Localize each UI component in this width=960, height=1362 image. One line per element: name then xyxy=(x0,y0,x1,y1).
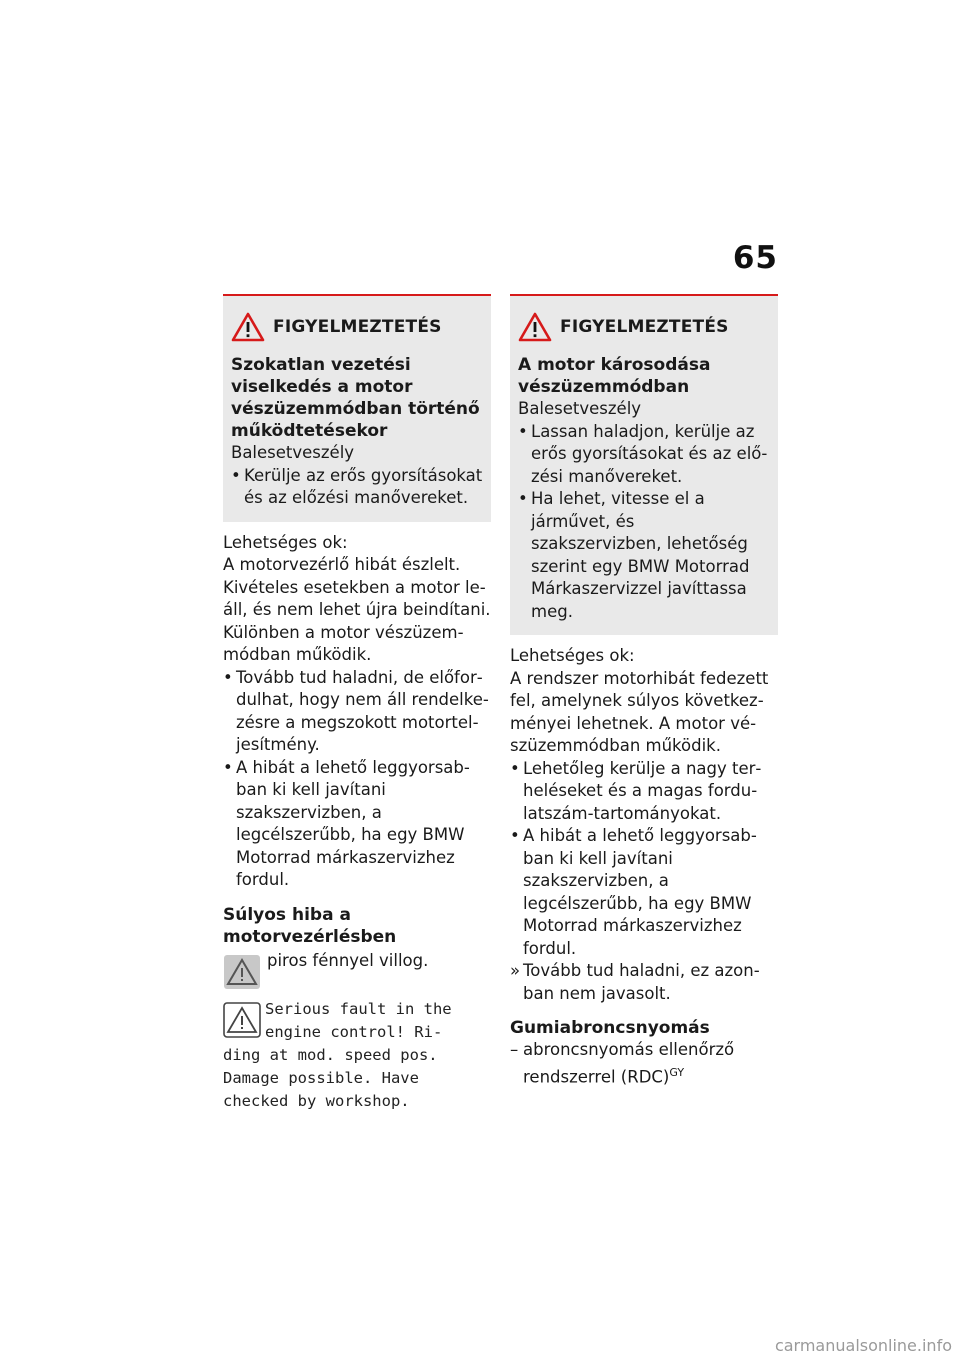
cause-text: A rendszer motorhibát fedezett fel, amelynek súlyos következményei lehetnek. A motor vészüzemmódban működik. xyxy=(510,668,769,755)
warning-risk: Balesetveszély xyxy=(518,399,642,418)
warning-title: FIGYELMEZTETÉS xyxy=(273,317,442,337)
sub-item-list xyxy=(510,1039,778,1089)
display-message-rest: ding at mod. speed pos. Damage possible. Have checked by workshop. xyxy=(223,1045,438,1110)
warning-bullets xyxy=(231,465,483,510)
warning-box xyxy=(510,294,778,635)
warning-box xyxy=(223,294,491,522)
action-bullets xyxy=(510,758,778,961)
warning-subtitle: A motor károsodása vészüzemmódban xyxy=(518,355,711,397)
list-item: • A hibát a lehető leggyorsabban ki kell javítani szakszervizben, a legcélszerűbb, ha egy BMW Motorrad márkaszervizhez fordul. xyxy=(223,757,491,892)
sub-item-text: abroncsnyomás ellenőrző rendszerrel (RDC) xyxy=(523,1040,735,1086)
display-message-first xyxy=(223,998,491,1044)
indicator-text: piros fénnyel villog. xyxy=(267,950,429,970)
left-column xyxy=(223,294,491,1113)
result-list xyxy=(510,960,778,1005)
action-bullets xyxy=(223,667,491,892)
warning-triangle-icon xyxy=(518,312,552,342)
cause-label: Lehetséges ok: xyxy=(510,646,635,665)
warning-risk: Balesetveszély xyxy=(231,443,355,462)
list-item: • Kerülje az erős gyorsításokat és az előzési manővereket. xyxy=(231,465,483,510)
right-column xyxy=(510,294,778,1089)
sub-item-superscript: GY xyxy=(669,1065,685,1079)
display-warning-icon xyxy=(223,1002,261,1038)
warning-header xyxy=(518,312,770,342)
list-item: • Lehetőleg kerülje a nagy terheléseket és a magas fordulatszám-tartományokat. xyxy=(510,758,778,826)
display-message xyxy=(223,998,491,1113)
warning-triangle-icon xyxy=(231,312,265,342)
indicator-row xyxy=(223,950,491,990)
warning-subtitle: Szokatlan vezetési viselkedés a motor vészüzemmódban történő működtetésekor xyxy=(231,355,480,441)
list-item: • A hibát a lehető leggyorsabban ki kell javítani szakszervizben, a legcélszerűbb, ha egy BMW Motorrad márkaszervizhez fordul. xyxy=(510,825,778,960)
warning-light-icon xyxy=(223,954,261,990)
warning-title: FIGYELMEZTETÉS xyxy=(560,317,729,337)
result-item: » Tovább tud haladni, ez azonban nem javasolt. xyxy=(510,960,778,1005)
display-message-line: Serious fault in the engine control! Ri- xyxy=(265,999,452,1041)
list-item: • Tovább tud haladni, de előfordulhat, hogy nem áll rendelkezésre a megszokott motorteljesítmény. xyxy=(223,667,491,757)
list-item xyxy=(510,1039,778,1089)
cause-label: Lehetséges ok: xyxy=(223,532,348,552)
cause-text: A motorvezérlő hibát észlelt. Kivételes esetekben a motor leáll, és nem lehet újra beindítani. Különben a motor vészüzemmódban működik. xyxy=(223,555,491,664)
warning-header xyxy=(231,312,483,342)
page-number: 65 xyxy=(732,240,778,276)
list-item: • Ha lehet, vitesse el a járművet, és szakszervizben, lehetőség szerint egy BMW Motorrad Márkaszervizzel javíttassa meg. xyxy=(518,488,770,623)
warning-bullets xyxy=(518,421,770,624)
section-title: Súlyos hiba a motorvezérlésben xyxy=(223,904,397,947)
section-title: Gumiabroncsnyomás xyxy=(510,1018,710,1038)
watermark: carmanualsonline.info xyxy=(774,1336,952,1355)
list-item: • Lassan haladjon, kerülje az erős gyorsításokat és az előzési manővereket. xyxy=(518,421,770,489)
